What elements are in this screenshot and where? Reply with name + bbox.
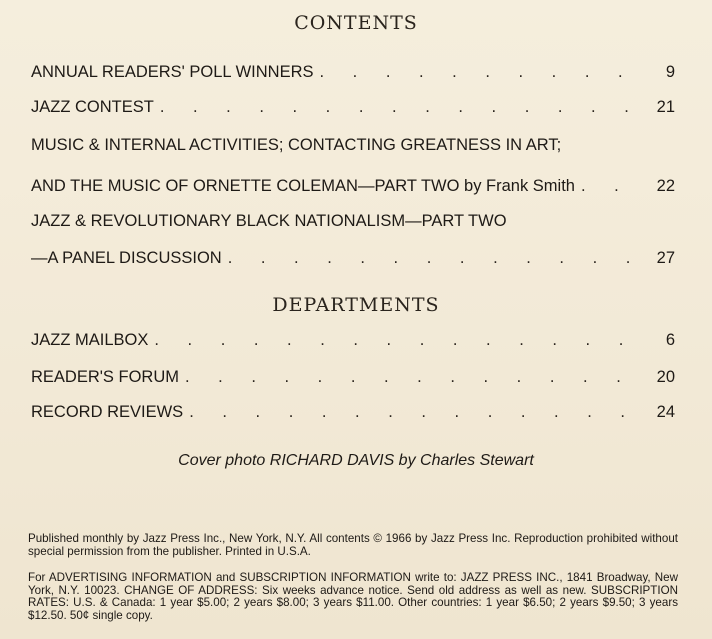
subscription-notice-text: For ADVERTISING INFORMATION and SUBSCRIPTION INFORMATION write to: JAZZ PRESS INC., 1841 Broadway, New York, N.Y. 10023. CHANGE OF ADDRESS: Six weeks advance notice. Send old address as well as new. SUBSCRIPTION RATES: U.S. & Canada: 1 year $5.00; 2 years $8.00; 3 years $11.00. Other countries: 1 year $6.50; 2 years $9.50; 3 years $12.50. 50¢ single copy. [28,571,678,622]
dot-leader [581,177,647,196]
subscription-notice [28,572,678,622]
toc-entry-page: 22 [656,177,675,195]
toc-entry-title: JAZZ & REVOLUTIONARY BLACK NATIONALISM—PART TWO [31,212,507,230]
toc-entry-page: 27 [656,249,675,267]
toc-entry-page: 20 [656,368,675,386]
toc-entry-jazz-contest [31,98,675,122]
toc-entry-title: ANNUAL READERS' POLL WINNERS [31,63,314,81]
dot-leader [320,63,648,82]
toc-entry-readers-forum [31,368,675,392]
toc-entry-page: 24 [656,403,675,421]
toc-entry-black-nationalism-line1 [31,212,675,236]
toc-entry-black-nationalism-line2 [31,249,675,273]
publisher-notice-text: Published monthly by Jazz Press Inc., New York, N.Y. All contents © 1966 by Jazz Press Inc. Reproduction prohibited without special permission from the publisher. Printed in U.S.A. [28,532,678,558]
contents-heading: CONTENTS [294,12,418,34]
cover-photo-credit: Cover photo RICHARD DAVIS by Charles Stewart [178,452,534,469]
departments-heading: DEPARTMENTS [272,294,440,316]
toc-entry-music-internal-line2 [31,177,675,201]
toc-entry-title: RECORD REVIEWS [31,403,184,421]
dot-leader [160,98,647,117]
toc-entry-title: MUSIC & INTERNAL ACTIVITIES; CONTACTING GREATNESS IN ART; [31,136,562,154]
dot-leader [185,368,647,387]
toc-entry-page: 6 [665,331,675,349]
dot-leader [189,403,647,422]
dot-leader [228,249,647,268]
dot-leader [154,331,647,350]
toc-entry-title: JAZZ MAILBOX [31,331,149,349]
toc-entry-jazz-mailbox [31,331,675,355]
toc-entry-page: 21 [656,98,675,116]
toc-entry-readers-poll [31,63,675,87]
toc-entry-title: READER'S FORUM [31,368,179,386]
toc-entry-title: AND THE MUSIC OF ORNETTE COLEMAN—PART TWO by Frank Smith [31,177,575,195]
toc-entry-music-internal-line1 [31,136,675,160]
publisher-notice [28,533,678,558]
toc-entry-title: JAZZ CONTEST [31,98,154,116]
toc-entry-title: —A PANEL DISCUSSION [31,249,222,267]
toc-entry-page: 9 [665,63,675,81]
toc-entry-record-reviews [31,403,675,427]
